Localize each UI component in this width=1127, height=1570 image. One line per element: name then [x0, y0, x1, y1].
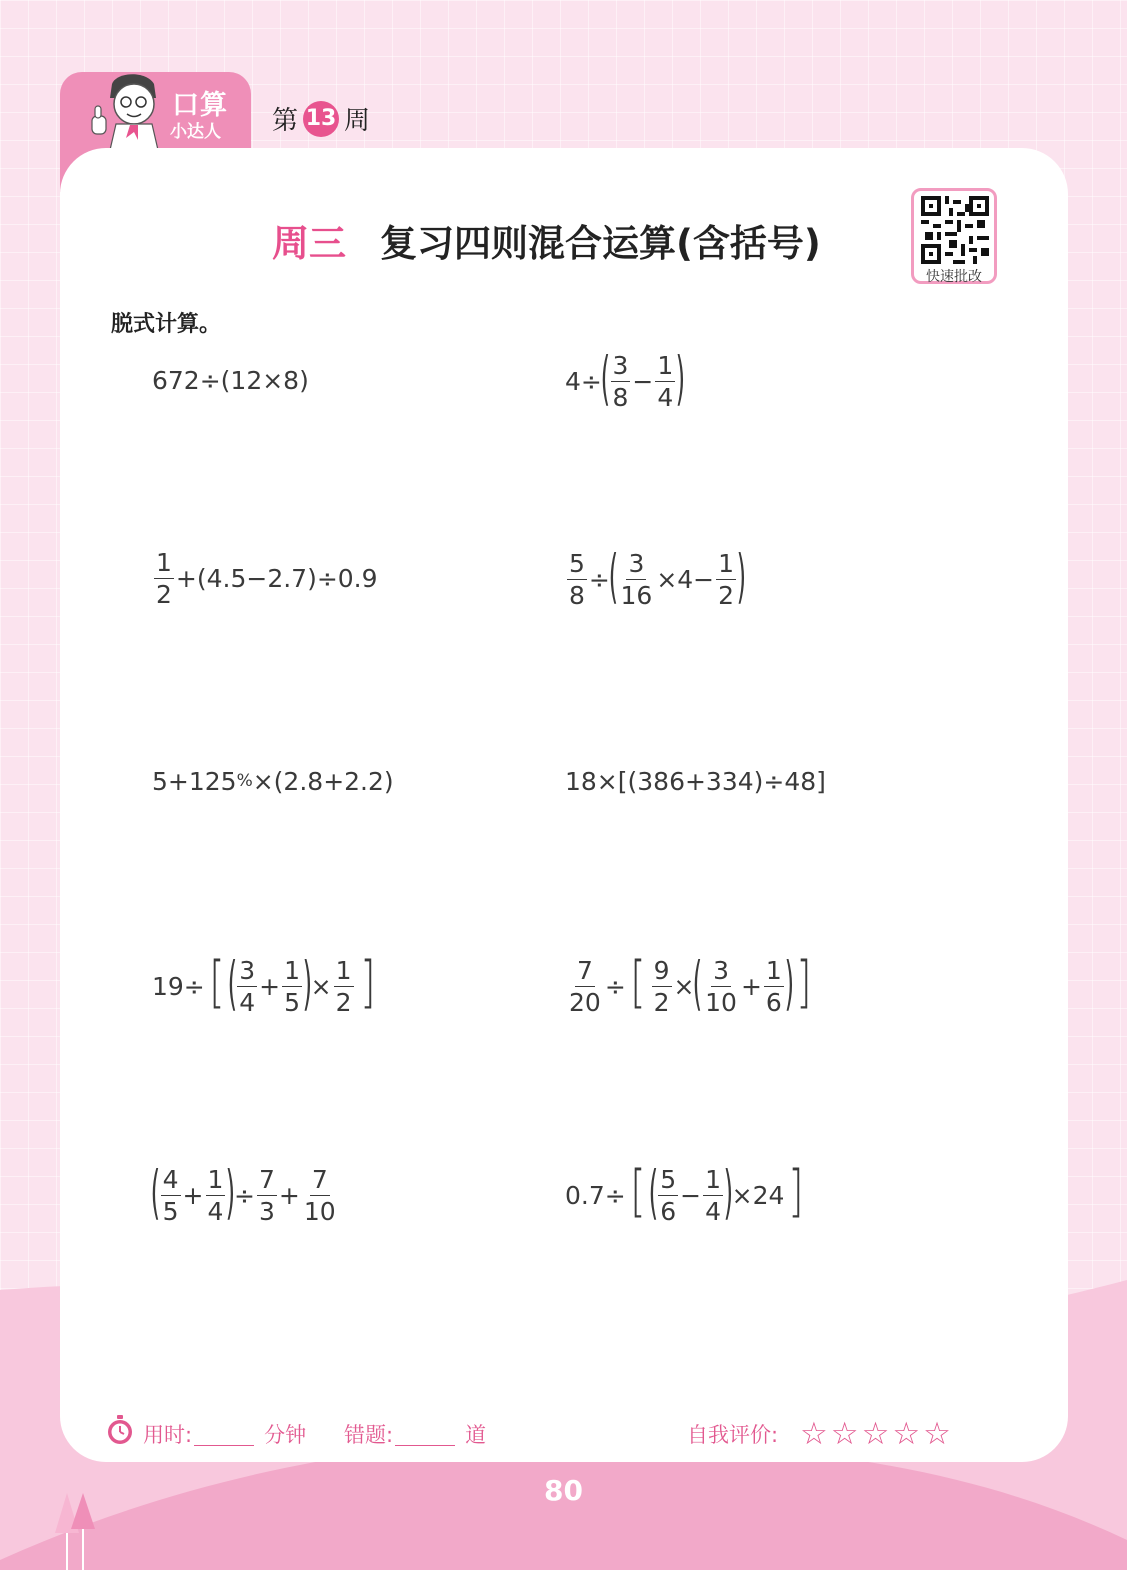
fraction: $\frac{5}{8}$ [569, 548, 585, 610]
paren-close: ) [302, 949, 313, 1017]
problem-4 [565, 542, 747, 610]
expression-text: 19÷ [152, 971, 205, 1001]
paren-close: ) [736, 542, 747, 610]
week-number: 13 [303, 101, 339, 137]
page-title [272, 213, 821, 267]
operator: + [259, 971, 281, 1001]
problem-9 [150, 1158, 340, 1226]
badge-title: 口算 [172, 90, 228, 121]
fraction: $\frac{3}{16}$ [620, 548, 653, 610]
errors-input[interactable] [395, 1427, 455, 1446]
operator: + [278, 1180, 300, 1210]
time-label: 用时: [143, 1423, 193, 1447]
problem-1 [152, 368, 309, 393]
problem-5 [152, 769, 394, 794]
problem-3 [152, 550, 378, 607]
expression-text: 18×[(386+334)÷48] [565, 767, 826, 796]
fraction: $\frac{5}{6}$ [660, 1164, 677, 1226]
bracket-open: [ [629, 1159, 646, 1224]
fraction: $\frac{7}{20}$ [569, 955, 601, 1017]
bracket-close: ] [788, 1159, 804, 1224]
rating-label: 自我评价: [687, 1423, 779, 1447]
expression-text: 672÷(12×8) [152, 366, 309, 395]
expression-text: +(4.5−2.7)÷0.9 [175, 564, 378, 593]
stopwatch-icon [105, 1414, 135, 1446]
fraction: $\frac{9}{2}$ [653, 955, 670, 1017]
bracket-open: [ [209, 950, 225, 1015]
bracket-open: [ [630, 950, 646, 1015]
paren-open: ( [150, 1158, 161, 1226]
fraction: $\frac{3}{10}$ [705, 955, 737, 1017]
week-prefix: 第 [272, 106, 299, 136]
expression-text: 0.7÷ [565, 1180, 626, 1210]
errors-unit: 道 [465, 1423, 487, 1447]
fraction: $\frac{1}{2}$ [156, 548, 172, 609]
time-input[interactable] [194, 1427, 254, 1446]
fraction: $\frac{1}{6}$ [765, 955, 782, 1017]
fraction: $\frac{1}{5}$ [284, 955, 301, 1017]
operator: − [680, 1180, 702, 1210]
title-day: 周三 [272, 222, 346, 265]
fraction: $\frac{1}{4}$ [705, 1164, 721, 1226]
paren-open: ( [693, 949, 703, 1017]
paren-open: ( [608, 542, 618, 610]
operator: + [740, 971, 762, 1001]
fraction: $\frac{1}{2}$ [718, 548, 735, 610]
operator: ÷ [604, 971, 626, 1001]
fraction: $\frac{3}{8}$ [612, 350, 629, 412]
qr-label: 快速批改 [926, 269, 982, 285]
fraction: $\frac{1}{2}$ [335, 955, 352, 1017]
time-field [143, 1419, 306, 1449]
paren-close: ) [225, 1158, 236, 1226]
problem-10 [565, 1158, 808, 1226]
expression-text: 4÷ [565, 366, 602, 396]
paren-close: ) [675, 344, 686, 412]
tree-icon [55, 1493, 100, 1570]
bracket-close: ] [796, 950, 813, 1015]
expression-text: ×24 [731, 1180, 785, 1210]
problem-7 [152, 949, 379, 1017]
percent-sign: % [236, 771, 253, 791]
fraction: $\frac{1}{4}$ [207, 1164, 224, 1226]
paren-open: ( [227, 949, 237, 1017]
expression-text: ×4− [656, 564, 715, 594]
paren-open: ( [648, 1158, 658, 1226]
paren-close: ) [723, 1158, 734, 1226]
operator: − [632, 366, 654, 396]
fraction: $\frac{4}{5}$ [162, 1164, 179, 1226]
week-suffix: 周 [344, 106, 371, 136]
problem-8 [565, 949, 816, 1017]
rating-stars[interactable]: ☆☆☆☆☆ [800, 1416, 954, 1452]
page-number: 80 [544, 1474, 583, 1507]
expression-text: ×(2.8+2.2) [252, 767, 394, 796]
operator: + [182, 1180, 204, 1210]
worksheet-card [60, 148, 1068, 1462]
time-unit: 分钟 [264, 1423, 307, 1447]
week-indicator [272, 100, 370, 137]
expression-text: 5+125 [152, 767, 237, 796]
qr-code-icon [921, 196, 989, 264]
operator: ÷ [588, 564, 610, 594]
errors-field [344, 1419, 486, 1449]
paren-close: ) [784, 949, 794, 1017]
operator: × [673, 971, 695, 1001]
fraction: $\frac{1}{4}$ [657, 350, 674, 412]
paren-open: ( [600, 344, 610, 412]
problem-2 [565, 344, 686, 412]
bracket-close: ] [359, 950, 376, 1015]
errors-label: 错题: [344, 1423, 394, 1447]
fraction: $\frac{3}{4}$ [239, 955, 256, 1017]
instruction: 脱式计算。 [111, 312, 222, 337]
operator: ÷ [234, 1180, 255, 1210]
operator: × [310, 971, 332, 1001]
qr-code-box[interactable] [911, 188, 997, 284]
badge-subtitle: 小达人 [170, 122, 221, 142]
title-topic: 复习四则混合运算(含括号) [380, 222, 821, 265]
fraction: $\frac{7}{10}$ [303, 1164, 336, 1226]
mascot-icon [80, 72, 170, 150]
fraction: $\frac{7}{3}$ [259, 1164, 275, 1226]
problem-6 [565, 769, 826, 794]
